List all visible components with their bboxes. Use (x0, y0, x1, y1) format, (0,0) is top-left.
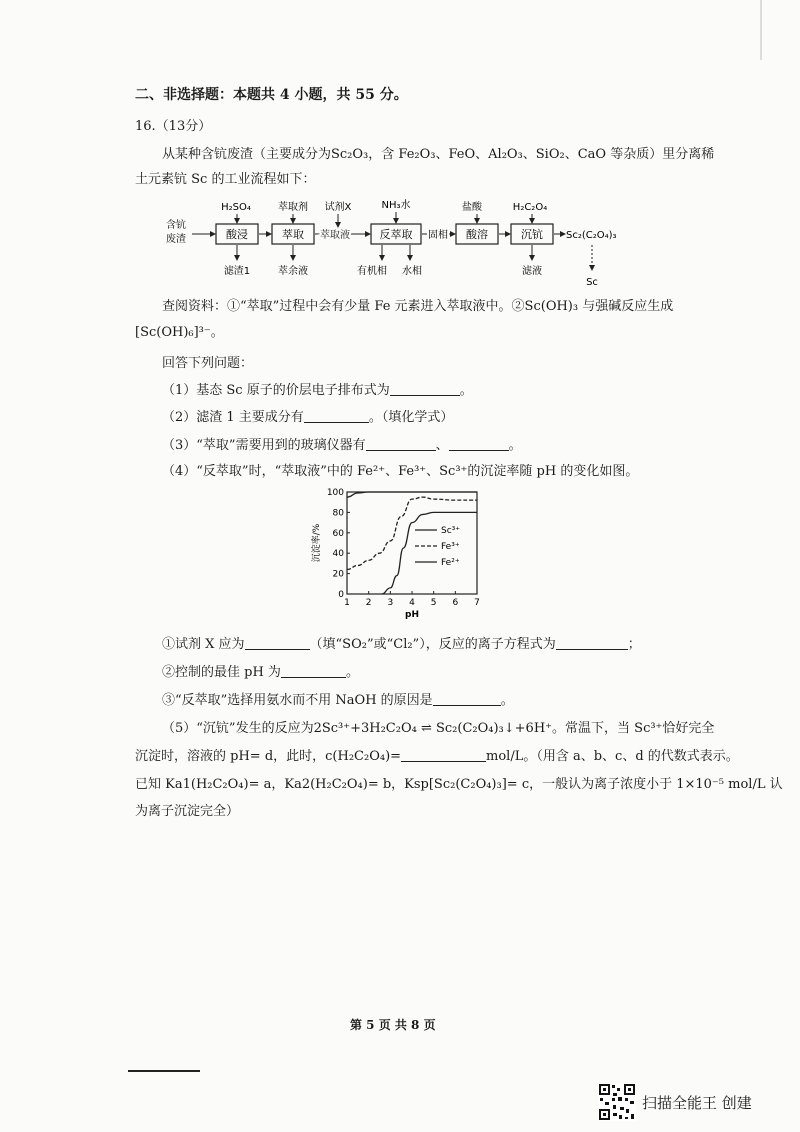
part-4: （4）“反萃取”时，“萃取液”中的 Fe²⁺、Fe³⁺、Sc³⁺的沉淀率随 pH 的变化如图。 (162, 464, 639, 479)
part-4c-text: ③“反萃取”选择用氨水而不用 NaOH 的原因是 (162, 693, 433, 708)
flow-box-3-label: 反萃取 (379, 228, 413, 241)
intro-line-1: 从某种含钪废渣（主要成分为Sc₂O₃，含 Fe₂O₃、FeO、Al₂O₃、SiO₂、CaO 等杂质）里分离稀 (162, 147, 715, 162)
answer-blank-2[interactable] (304, 409, 369, 423)
answer-blank-4b[interactable] (281, 664, 346, 678)
part-5-line-1: （5）“沉钪”发生的反应为2Sc³⁺+3H₂C₂O₄ ⇌ Sc₂(C₂O₄)₃↓+6H⁺。常温下，当 Sc³⁺恰好完全 (162, 721, 715, 736)
y-tick-label: 60 (332, 528, 344, 539)
part-2-end: 。（填化学式） (368, 410, 454, 425)
flow-output-filtrate: 滤液 (522, 266, 542, 277)
part-1-text: （1）基态 Sc 原子的价层电子排布式为 (162, 383, 390, 398)
flow-final-sc: Sc (586, 277, 598, 288)
part-5-line-3: 已知 Ka1(H₂C₂O₄)= a，Ka2(H₂C₂O₄)= b，Ksp[Sc₂(C₂O₄)₃]= c，一般认为离子浓度小于 1×10⁻⁵ mol/L 认 (135, 777, 783, 792)
y-tick-label: 0 (338, 590, 344, 600)
process-flow-diagram (160, 190, 680, 290)
series-line-0 (347, 492, 477, 497)
answer-blank-3a[interactable] (366, 437, 436, 451)
part-3 (162, 437, 522, 455)
info-line-1: 查阅资料：①“萃取”过程中会有少量 Fe 元素进入萃取液中。②Sc(OH)₃ 与强碱反应生成 (162, 299, 674, 314)
y-tick-label: 100 (326, 488, 344, 498)
part-3-sep: 、 (435, 438, 449, 453)
y-tick-label: 40 (332, 549, 344, 560)
part-3-end: 。 (508, 438, 522, 453)
answer-prompt: 回答下列问题： (162, 356, 254, 371)
answer-blank-3b[interactable] (449, 437, 509, 451)
legend-label-0: Sc³⁺ (441, 526, 461, 536)
section-heading: 二、非选择题：本题共 4 小题，共 55 分。 (135, 87, 408, 103)
answer-blank-4a-eq[interactable] (556, 636, 628, 650)
flow-label-extract: 萃取液 (320, 230, 350, 241)
answer-blank-1[interactable] (390, 382, 460, 396)
x-tick-label: 4 (409, 598, 415, 608)
question-number: 16.（13分） (135, 119, 212, 134)
page-number: 第 5 页 共 8 页 (350, 1018, 436, 1032)
y-tick-label: 20 (332, 569, 344, 580)
x-tick-label: 1 (344, 598, 350, 608)
part-4c-end: 。 (500, 693, 514, 708)
flow-box-1-label: 酸浸 (226, 228, 248, 241)
series-line-2 (382, 512, 477, 594)
part-3-text: （3）“萃取”需要用到的玻璃仪器有 (162, 438, 366, 453)
flow-output-organic: 有机相 (357, 266, 387, 277)
part-4a (162, 636, 641, 654)
qr-code-icon (598, 1083, 636, 1121)
part-4a-text: ①试剂 X 应为 (162, 637, 245, 652)
precipitation-rate-chart (305, 482, 505, 622)
x-tick-label: 3 (387, 598, 394, 608)
intro-line-2: 土元素钪 Sc 的工业流程如下： (135, 172, 316, 187)
part-4b-text: ②控制的最佳 pH 为 (162, 665, 281, 680)
flow-box-4-label: 酸溶 (466, 228, 488, 241)
x-tick-label: 6 (452, 598, 459, 608)
flow-box-2-label: 萃取 (282, 228, 304, 241)
x-tick-label: 7 (474, 598, 480, 608)
answer-blank-4c[interactable] (433, 692, 501, 706)
flow-box-5-label: 沉钪 (521, 228, 543, 241)
part-5-text-b: mol/L。（用含 a、b、c、d 的代数式表示。 (486, 749, 739, 764)
flow-output-raffinate: 萃余液 (278, 266, 308, 277)
scan-edge-line (760, 0, 762, 60)
part-4a-mid: （填“SO₂”或“Cl₂”），反应的离子方程式为 (309, 637, 556, 652)
flow-product: Sc₂(C₂O₄)₃ (566, 230, 617, 241)
flow-output-aqueous: 水相 (402, 266, 422, 277)
part-5-text-a: 沉淀时，溶液的 pH= d，此时，c(H₂C₂O₄)= (135, 749, 402, 764)
flow-input-oxalic: H₂C₂O₄ (512, 202, 548, 213)
y-tick-label: 80 (332, 508, 344, 519)
part-4a-end: ； (627, 637, 641, 652)
scan-edge-mark (128, 1070, 200, 1072)
part-2 (162, 409, 453, 427)
part-1 (162, 382, 473, 400)
x-tick-label: 5 (430, 598, 437, 608)
flow-input-reagent-x: 试剂X (324, 202, 352, 213)
legend-label-2: Fe²⁺ (441, 558, 460, 568)
flow-input-hcl: 盐酸 (462, 202, 482, 213)
flow-label-solid: 固相 (428, 230, 448, 241)
part-4b-end: 。 (345, 665, 359, 680)
flow-input-h2so4: H₂SO₄ (221, 202, 251, 213)
flow-start-line-1: 含钪 (166, 220, 186, 231)
flow-start-line-2: 废渣 (166, 234, 186, 245)
flow-output-residue: 滤渣1 (223, 266, 251, 277)
x-axis-label: pH (405, 610, 419, 620)
part-5-line-4: 为离子沉淀完全） (135, 804, 240, 819)
answer-blank-5[interactable] (401, 748, 486, 762)
answer-blank-4a[interactable] (245, 636, 310, 650)
y-axis-label: 沉淀率/% (312, 523, 322, 563)
x-tick-label: 2 (365, 598, 372, 608)
flow-input-extractant: 萃取剂 (278, 202, 308, 213)
scanner-brand: 扫描全能王 创建 (642, 1094, 752, 1112)
info-line-2: [Sc(OH)₆]³⁻。 (135, 325, 224, 340)
part-4b (162, 664, 359, 682)
flow-input-ammonia: NH₃水 (381, 200, 411, 211)
part-5-line-2 (135, 748, 739, 766)
part-2-text: （2）滤渣 1 主要成分有 (162, 410, 304, 425)
legend-label-1: Fe³⁺ (441, 542, 460, 552)
part-1-end: 。 (459, 383, 473, 398)
part-4c (162, 692, 514, 710)
